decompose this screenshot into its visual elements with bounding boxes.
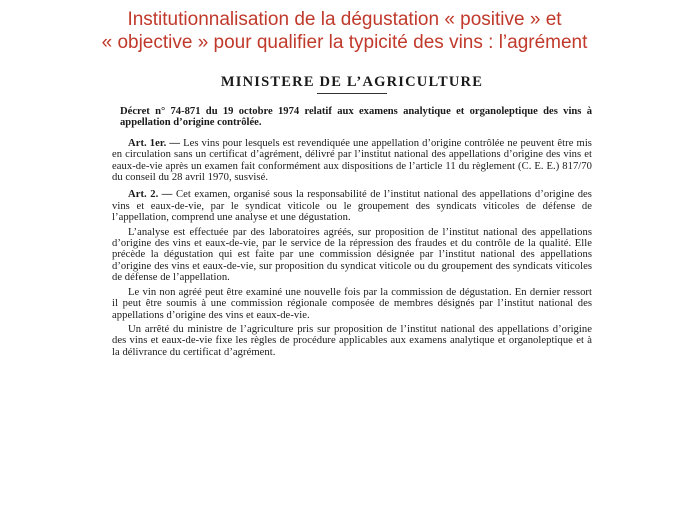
- slide-title-line-2: « objective » pour qualifier la typicité des vins : l’agrément: [101, 32, 588, 53]
- slide-title: [0, 8, 689, 54]
- article-1-label: Art. 1er. —: [128, 137, 181, 149]
- paragraph-arrete: Un arrêté du ministre de l’agriculture pris sur proposition de l’institut national des appellations d’origine des vins et eaux-de-vie fixe les règles de procédure applicables aux examens analytique et organoleptique et à la délivrance du certificat d’agrément.: [112, 323, 592, 358]
- article-2-label: Art. 2. —: [128, 189, 173, 201]
- paragraph-reexamination: Le vin non agréé peut être examiné une nouvelle fois par la commission de dégustation. En dernier ressort il peut être soumis à une commission régionale composée de membres désignés par l’institut national des appellations d’origine des vins et eaux-de-vie.: [112, 286, 592, 321]
- decree-document-scan: [112, 74, 592, 361]
- article-2: [112, 189, 592, 223]
- slide-title-line-1: Institutionnalisation de la dégustation « positive » et: [127, 9, 562, 30]
- heading-divider: [317, 93, 387, 94]
- article-2-text: Cet examen, organisé sous la responsabilité de l’institut national des appellations d’origine des vins et eaux-de-vie, par le syndicat viticole ou le groupement des syndicats viticoles de défense de l’appellation, comprend une analyse et une dégustation.: [112, 189, 592, 224]
- paragraph-analysis: L’analyse est effectuée par des laboratoires agréés, sur proposition de l’institut national des appellations d’origine des vins et eaux-de-vie, par le service de la répression des fraudes et du contrôle de la qualité. Elle précède la dégustation qui est faite par une commission désignée par l’institut national des appellations d’origine des vins et eaux-de-vie, sur proposition du syndicat viticole ou du groupement des syndicats viticoles de défense de l’appellation.: [112, 226, 592, 284]
- decree-title: Décret n° 74-871 du 19 octobre 1974 relatif aux examens analytique et organoleptique des vins à appellation d’origine contrôlée.: [120, 106, 592, 129]
- article-1-text: Les vins pour lesquels est revendiquée une appellation d’origine contrôlée ne peuvent être mis en circulation sans un certificat d’agrément, délivré par l’institut national des appellations d’origine des vins et eaux-de-vie après un examen fait conformément aux dispositions de l’article 11 du règlement (C. E. E.) 817/70 du conseil du 28 avril 1970, susvisé.: [112, 137, 592, 184]
- ministry-heading: MINISTERE DE L’AGRICULTURE: [220, 74, 484, 90]
- article-1: [112, 138, 592, 184]
